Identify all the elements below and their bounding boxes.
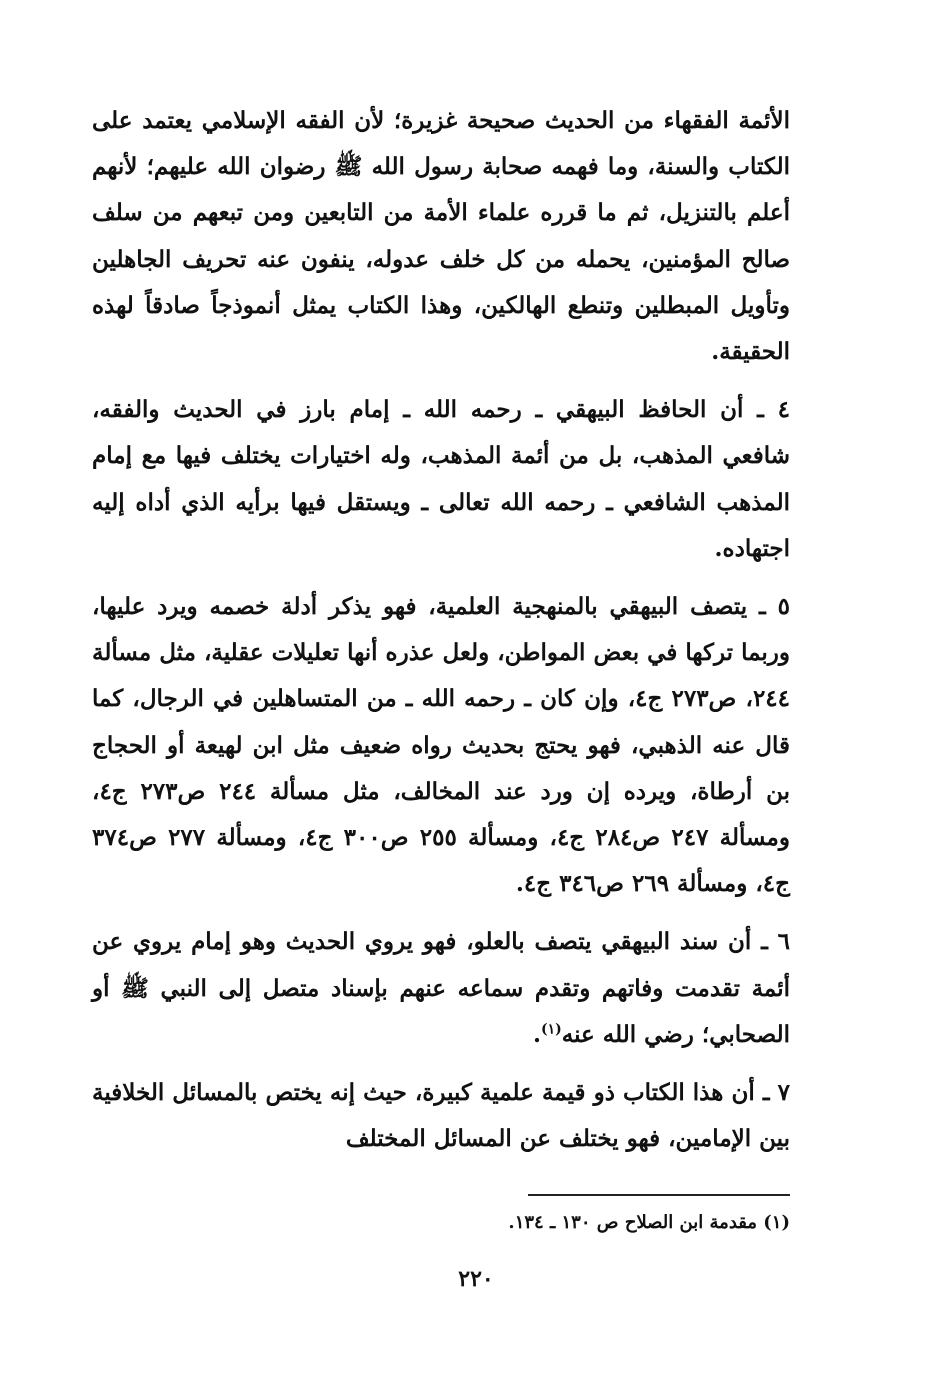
footnote-marker: (١) [540,1021,562,1038]
body-text [92,98,790,1162]
paragraph-point-6-end: . [532,1020,541,1048]
footnote: (١) مقدمة ابن الصلاح ص ١٣٠ ـ ١٣٤. [508,1212,790,1233]
paragraph-intro-continuation: الأئمة الفقهاء من الحديث صحيحة غزيرة؛ لأن الفقه الإسلامي يعتمد على الكتاب والسنة، وما فهمه صحابة رسول الله ﷺ رضوان الله عليهم؛ لأنهم أعلم بالتنزيل، ثم ما قرره علماء الأمة من التابعين ومن تبعهم من سلف صالح المؤمنين، يحمله من كل خلف عدوله، ينفون عنه تحريف الجاهلين وتأويل المبطلين وتنطع الهالكين، وهذا الكتاب يمثل أنموذجاً صادقاً لهذه الحقيقة. [92,107,790,366]
paragraph-point-7: ٧ ـ أن هذا الكتاب ذو قيمة علمية كبيرة، حيث إنه يختص بالمسائل الخلافية بين الإمامين، فهو يختلف عن المسائل المختلف [92,1079,790,1153]
page-number: ٢٢٠ [458,1266,494,1292]
paragraph-point-4: ٤ ـ أن الحافظ البيهقي ـ رحمه الله ـ إمام بارز في الحديث والفقه، شافعي المذهب، بل من أئمة المذهب، وله اختيارات يختلف فيها مع إمام المذهب الشافعي ـ رحمه الله تعالى ـ ويستقل فيها برأيه الذي أداه إليه اجتهاده. [92,396,790,562]
paragraph-point-5: ٥ ـ يتصف البيهقي بالمنهجية العلمية، فهو يذكر أدلة خصمه ويرد عليها، وربما تركها في بعض المواطن، ولعل عذره أنها تعليلات عقلية، مثل مسألة ٢٤٤، ص٢٧٣ ج٤، وإن كان ـ رحمه الله ـ من المتساهلين في الرجال، كما قال عنه الذهبي، فهو يحتج بحديث رواه ضعيف مثل ابن لهيعة أو الحجاج بن أرطاة، ويرده إن ورد عند المخالف، مثل مسألة ٢٤٤ ص٢٧٣ ج٤، ومسألة ٢٤٧ ص٢٨٤ ج٤، ومسألة ٢٥٥ ص٣٠٠ ج٤، ومسألة ٢٧٧ ص٣٧٤ ج٤، ومسألة ٢٦٩ ص٣٤٦ ج٤. [92,593,790,898]
footnote-divider [528,1194,790,1196]
paragraph-point-6 [92,919,790,1058]
paragraph-point-6-text: ٦ ـ أن سند البيهقي يتصف بالعلو، فهو يروي الحديث وهو إمام يروي عن أئمة تقدمت وفاتهم وتقدم سماعه عنهم بإسناد متصل إلى النبي ﷺ أو الصحابي؛ رضي الله عنه [92,928,790,1048]
